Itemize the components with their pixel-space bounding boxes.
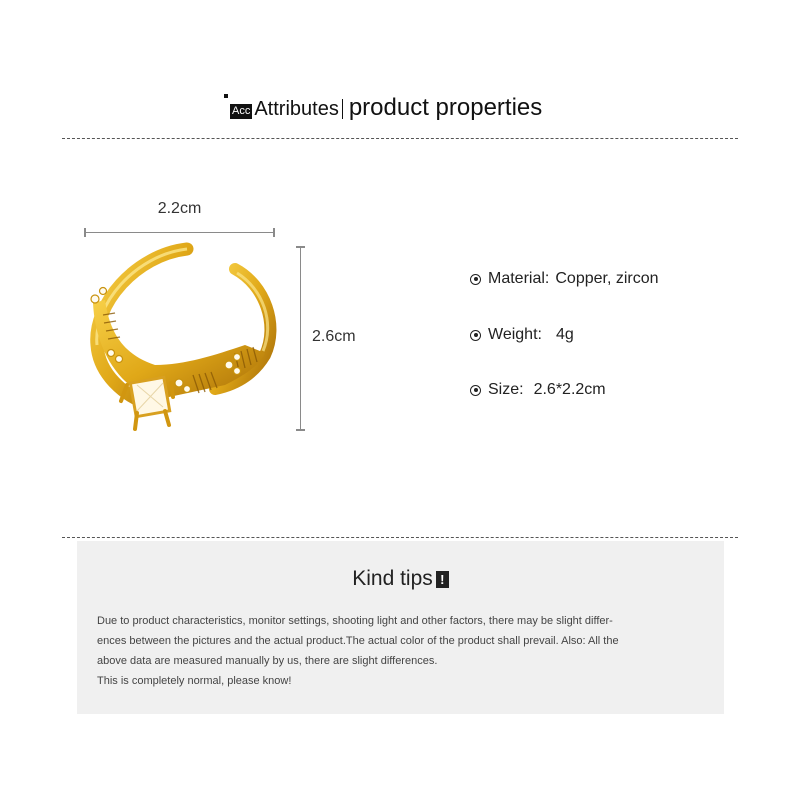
bullet-icon	[470, 330, 481, 341]
width-dimension-label: 2.2cm	[157, 200, 202, 217]
property-label: Weight:	[488, 326, 542, 343]
ring-illustration	[75, 235, 287, 447]
tips-line: Due to product characteristics, monitor settings, shooting light and other factors, there may be slight differ-	[97, 615, 613, 627]
header-tag: Acc	[232, 105, 251, 117]
property-label: Size:	[488, 381, 524, 398]
property-material	[470, 270, 659, 288]
bullet-icon	[470, 274, 481, 285]
property-label: Material:	[488, 270, 550, 287]
exclamation-icon: !	[436, 571, 449, 588]
property-value: 2.6*2.2cm	[533, 381, 606, 398]
tips-line: ences between the pictures and the actual product.The actual color of the product shall prevail. Also: All the	[97, 635, 619, 647]
property-value: Copper, zircon	[555, 270, 659, 287]
kind-tips-panel	[77, 541, 724, 714]
kind-tips-heading	[77, 567, 724, 591]
header-attributes: Attributes	[254, 98, 339, 120]
bottom-divider	[62, 537, 738, 538]
height-dimension-label: 2.6cm	[312, 328, 356, 345]
kind-tips-title: Kind tips	[352, 567, 433, 590]
bullet-icon	[470, 385, 481, 396]
top-divider	[62, 138, 738, 139]
header-separator	[342, 99, 343, 119]
property-value: 4g	[555, 326, 574, 343]
height-dimension-line	[296, 246, 305, 431]
property-weight	[470, 326, 574, 344]
header-dot-icon	[224, 94, 228, 98]
page-title: product properties	[348, 94, 543, 121]
tips-line: This is completely normal, please know!	[97, 675, 292, 687]
property-size	[470, 381, 606, 399]
tips-line: above data are measured manually by us, there are slight differences.	[97, 655, 438, 667]
product-image	[75, 235, 287, 447]
section-header	[224, 94, 542, 122]
kind-tips-text	[97, 611, 709, 691]
